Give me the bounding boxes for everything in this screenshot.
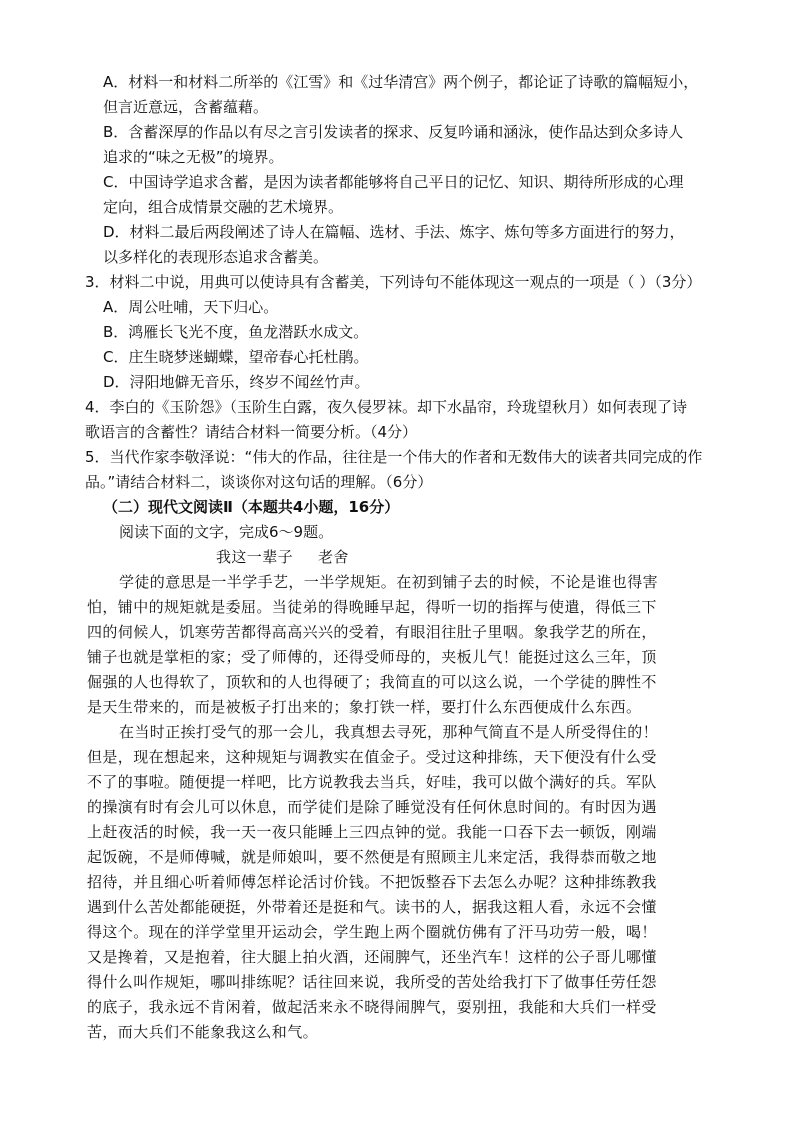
passage-line: 起饭碗，不是师傅喊，就是师娘叫，要不然便是有照顾主儿来定活，我得恭而敬之地 bbox=[87, 848, 657, 866]
question-4-line-2: 歌语言的含蓄性？请结合材料一简要分析。（4分） bbox=[85, 423, 418, 441]
option-d-line-2: 以多样化的表现形态追求含蓄美。 bbox=[103, 248, 329, 266]
option-a-line-1: A．材料一和材料二所举的《江雪》和《过华清宫》两个例子，都论证了诗歌的篇幅短小， bbox=[103, 73, 699, 91]
question-3-option-c: C．庄生晓梦迷蝴蝶，望帝春心托杜鹃。 bbox=[103, 348, 369, 366]
question-3-option-b: B．鸿雁长飞光不度，鱼龙潜跃水成文。 bbox=[103, 323, 369, 341]
option-c-line-2: 定向，组合成情景交融的艺术境界。 bbox=[103, 198, 344, 216]
passage-line: 学徒的意思是一半学手艺，一半学规矩。在初到铺子去的时候，不论是谁也得害 bbox=[119, 573, 659, 591]
question-4-line-1: 4．李白的《玉阶怨》（玉阶生白露，夜久侵罗袜。却下水晶帘，玲珑望秋月）如何表现了诗 bbox=[85, 398, 688, 416]
question-3-option-d: D．浔阳地僻无音乐，终岁不闻丝竹声。 bbox=[103, 373, 370, 391]
passage-line: 苦，而大兵们不能象我这么和气。 bbox=[87, 1023, 319, 1041]
section-heading: （二）现代文阅读Ⅱ（本题共4小题，16分） bbox=[103, 498, 400, 516]
question-5-line-1: 5．当代作家李敬泽说：“伟大的作品，往往是一个伟大的作者和无数伟大的读者共同完成的作 bbox=[85, 448, 703, 466]
passage-title: 我这一辈子 bbox=[216, 548, 294, 566]
option-c-line-1: C．中国诗学追求含蓄，是因为读者都能够将自己平日的记忆、知识、期待所形成的心理 bbox=[103, 173, 684, 191]
passage-line: 得什么叫作规矩，哪叫排练呢？话往回来说，我所受的苦处给我打下了做事任劳任怨 bbox=[87, 973, 657, 991]
passage-line: 在当时正挨打受气的那一会儿，我真想去寻死，那种气简直不是人所受得住的！ bbox=[119, 723, 659, 741]
passage-line: 的操演有时有会儿可以休息，而学徒们是除了睡觉没有任何休息时间的。有时因为遇 bbox=[87, 798, 657, 816]
question-3-option-a: A．周公吐哺，天下归心。 bbox=[103, 298, 279, 316]
passage-author: 老舍 bbox=[318, 548, 349, 566]
section-instruction: 阅读下面的文字，完成6～9题。 bbox=[119, 523, 334, 541]
passage-line: 又是搀着，又是抱着，往大腿上拍火酒，还闹脾气，还坐汽车！这样的公子哥儿哪懂 bbox=[87, 948, 657, 966]
passage-line: 上赶夜活的时候，我一天一夜只能睡上三四点钟的觉。我能一口吞下去一顿饭，刚端 bbox=[87, 823, 657, 841]
question-5-line-2: 品。”请结合材料二，谈谈你对这句话的理解。（6分） bbox=[85, 473, 433, 491]
passage-line: 不了的事啦。随便提一样吧，比方说教我去当兵，好哇，我可以做个满好的兵。军队 bbox=[87, 773, 657, 791]
passage-line: 四的伺候人，饥寒劳苦都得高高兴兴的受着，有眼泪往肚子里咽。象我学艺的所在， bbox=[87, 623, 657, 641]
passage-line: 是天生带来的，而是被板子打出来的；象打铁一样，要打什么东西便成什么东西。 bbox=[87, 698, 642, 716]
question-3-stem: 3．材料二中说，用典可以使诗具有含蓄美，下列诗句不能体现这一观点的一项是（ ）（3分） bbox=[85, 273, 702, 291]
passage-line: 得这个。现在的洋学堂里开运动会，学生跑上两个圈就仿佛有了汗马功劳一般，喝！ bbox=[87, 923, 657, 941]
passage-line: 遇到什么苦处都能硬挺，外带着还是挺和气。读书的人，据我这粗人看，永远不会懂 bbox=[87, 898, 657, 916]
passage-line: 但是，现在想起来，这种规矩与调教实在值金子。受过这种排练，天下便没有什么受 bbox=[87, 748, 657, 766]
passage-line: 铺子也就是掌柜的家；受了师傅的，还得受师母的，夹板儿气！能挺过这么三年，顶 bbox=[87, 648, 657, 666]
passage-line: 的底子，我永远不肯闲着，做起活来永不晓得闹脾气，耍别扭，我能和大兵们一样受 bbox=[87, 998, 657, 1016]
option-d-line-1: D．材料二最后两段阐述了诗人在篇幅、选材、手法、炼字、炼句等多方面进行的努力， bbox=[103, 223, 685, 241]
option-b-line-1: B．含蓄深厚的作品以有尽之言引发读者的探求、反复吟诵和涵泳，使作品达到众多诗人 bbox=[103, 123, 684, 141]
passage-line: 怕，铺中的规矩就是委屈。当徒弟的得晚睡早起，得听一切的指挥与使遣，得低三下 bbox=[87, 598, 657, 616]
option-a-line-2: 但言近意远，含蓄蕴藉。 bbox=[103, 98, 269, 116]
passage-line: 招待，并且细心听着师傅怎样论活讨价钱。不把饭整吞下去怎么办呢？这种排练教我 bbox=[87, 873, 657, 891]
option-b-line-2: 追求的“味之无极”的境界。 bbox=[103, 148, 284, 166]
passage-line: 倔强的人也得软了，顶软和的人也得硬了；我简直的可以这么说，一个学徒的脾性不 bbox=[87, 673, 657, 691]
